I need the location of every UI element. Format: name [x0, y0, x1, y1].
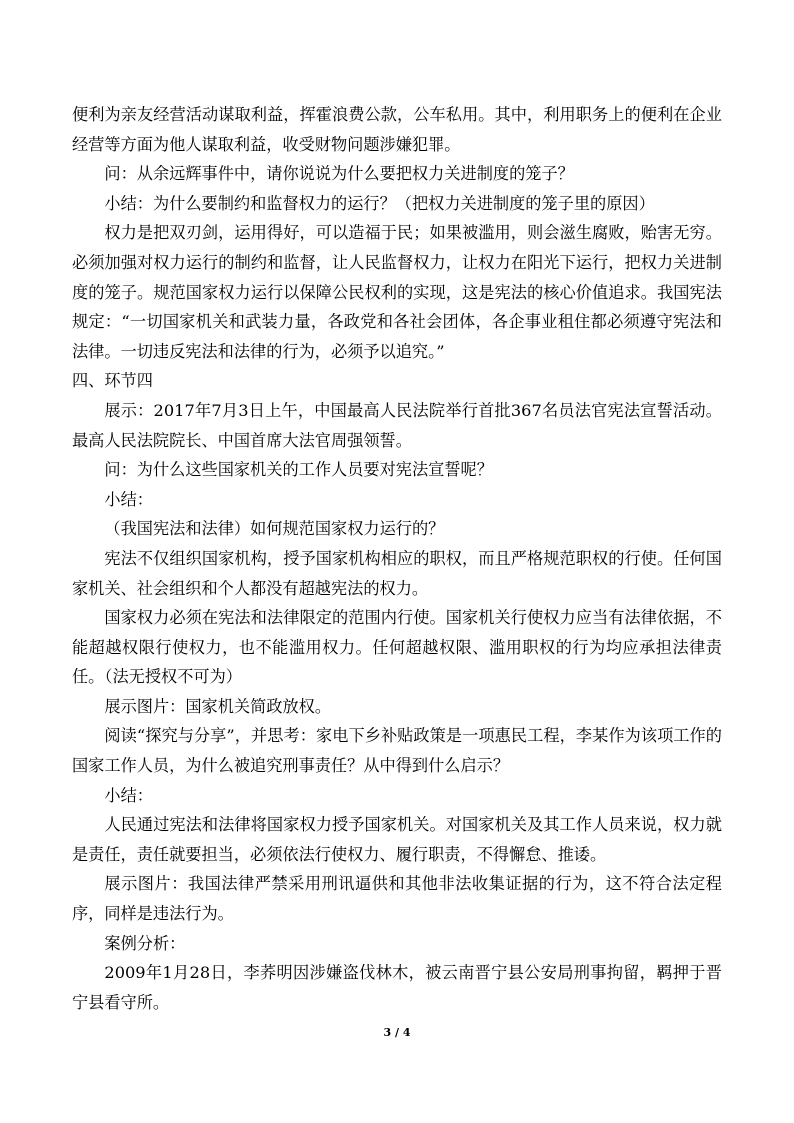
- paragraph: 国家权力必须在宪法和法律限定的范围内行使。国家机关行使权力应当有法律依据，不能超越权限行使权力，也不能滥用权力。任何超越权限、滥用职权的行为均应承担法律责任。（法无授权不可为）: [72, 608, 722, 687]
- page-number: 3 / 4: [383, 1026, 411, 1039]
- paragraph: 小结：: [104, 785, 153, 805]
- paragraph: 问：从余远辉事件中，请你说说为什么要把权力关进制度的笼子？: [104, 164, 574, 184]
- paragraph: 阅读“探究与分享”，并思考：家电下乡补贴政策是一项惠民工程，李某作为该项工作的国家工作人员，为什么被追究刑事责任？从中得到什么启示？: [72, 726, 722, 776]
- paragraph: 案例分析：: [104, 933, 186, 953]
- paragraph: 四、环节四: [72, 371, 153, 391]
- paragraph: 展示：2017年7月3日上午，中国最高人民法院举行首批367名员法官宪法宣誓活动。最高人民法院院长、中国首席大法官周强领誓。: [72, 400, 722, 450]
- paragraph: 权力是把双刃剑，运用得好，可以造福于民；如果被滥用，则会滋生腐败，贻害无穷。必须加强对权力运行的制约和监督，让人民监督权力，让权力在阳光下运行，把权力关进制度的笼子。规范国家权力运行以保障公民权利的实现，这是宪法的核心价值追求。我国宪法规定：“一切国家机关和武装力量，各政党和各社会团体，各企事业租住都必须遵守宪法和法律。一切违反宪法和法律的行为，必须予以追究。”: [72, 223, 722, 361]
- paragraph: 小结：为什么要制约和监督权力的运行？（把权力关进制度的笼子里的原因）: [104, 193, 655, 213]
- paragraph: 人民通过宪法和法律将国家权力授予国家机关。对国家机关及其工作人员来说，权力就是责任，责任就要担当，必须依法行使权力、履行职责，不得懈怠、推诿。: [72, 815, 722, 864]
- paragraph: （我国宪法和法律）如何规范国家权力运行的？: [104, 519, 445, 539]
- paragraph: 2009年1月28日，李荞明因涉嫌盗伐林木，被云南晋宁县公安局刑事拘留，羁押于晋宁县看守所。: [72, 963, 722, 1012]
- paragraph: 便利为亲友经营活动谋取利益，挥霍浪费公款，公车私用。其中，利用职务上的便利在企业经营等方面为他人谋取利益，收受财物问题涉嫌犯罪。: [72, 105, 722, 154]
- document-body: [72, 100, 722, 1017]
- paragraph: 展示图片：我国法律严禁采用刑讯逼供和其他非法收集证据的行为，这不符合法定程序，同样是违法行为。: [72, 874, 722, 924]
- paragraph: 宪法不仅组织国家机构，授予国家机构相应的职权，而且严格规范职权的行使。任何国家机关、社会组织和个人都没有超越宪法的权力。: [72, 548, 722, 598]
- paragraph: 问：为什么这些国家机关的工作人员要对宪法宣誓呢？: [104, 460, 493, 480]
- paragraph: 展示图片：国家机关简政放权。: [104, 696, 332, 716]
- paragraph: 小结：: [104, 489, 153, 509]
